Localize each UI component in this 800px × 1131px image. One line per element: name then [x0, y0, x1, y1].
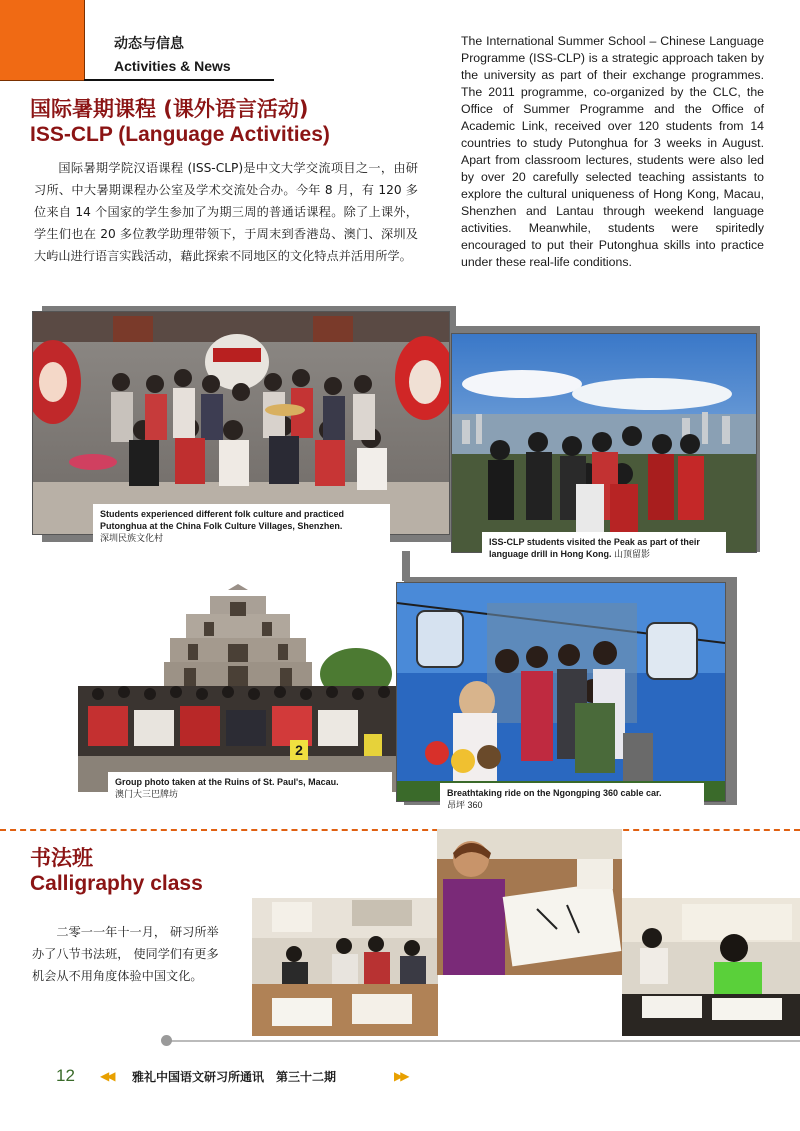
peak-caption [482, 532, 726, 564]
iss-body-cn: 国际暑期学院汉语课程 (ISS-CLP)是中文大学交流项目之一，由研习所、中大暑期课程办公室及学术交流处合办。今年 8 月，有 120 多位来自 14 个国家的学生参加了为期三周的普通话课程。除了上课外，学生们也在 20 多位教学助理带领下，于周末到香港岛、澳门、深圳及大屿山进行语言实践活动，藉此探索不同地区的文化特点并活用所学。 [34, 161, 418, 263]
publication-title: 雅礼中国语文研习所通讯 第三十二期 [132, 1070, 337, 1084]
calligraphy-photo-boy [622, 898, 800, 1036]
peak-photo [451, 333, 757, 553]
calligraphy-body-cn: 二零一一年十一月， 研习所举办了八节书法班， 使同学们有更多机会从不用角度体验中国文化。 [32, 925, 219, 983]
macau-caption-en: Group photo taken at the Ruins of St. Paul's, Macau. [115, 777, 339, 787]
iss-title-en: ISS-CLP (Language Activities) [30, 123, 330, 146]
section-title-en: Activities & News [114, 58, 231, 74]
double-right-arrow-icon: ▶▶ [394, 1069, 407, 1083]
page-number: 12 [56, 1066, 75, 1085]
peak-caption-cn: 山顶留影 [614, 549, 651, 559]
cable-caption-cn: 昂坪 360 [447, 800, 483, 810]
macau-caption [108, 772, 392, 804]
iss-title-cn: 国际暑期课程 (课外语言活动) [30, 97, 309, 121]
peak-caption-en: ISS-CLP students visited the Peak as part of their language drill in Hong Kong. [489, 537, 700, 559]
macau-caption-cn: 澳门大三巴牌坊 [115, 789, 179, 799]
section-divider [0, 829, 800, 831]
cable-car-photo [396, 582, 726, 802]
iss-body-en: The International Summer School – Chinese Language Programme (ISS-CLP) is a strategic approach taken by the university as part of their exchange programmes. The 2011 programme, co-organized by the CLC, the Office of Summer Programme and the Office of Academic Link, received over 120 students from 14 countries to study Putonghua for 3 weeks in August. Apart from classroom lectures, students were also led by over 20 carefully selected teaching assistants to explore the cultural uniqueness of Hong Kong, Macau, Shenzhen and Lantau through weekend language activities. Meanwhile, students were spiritedly encouraged to put their Putonghua skills into practice under these real-life conditions. [461, 34, 764, 269]
folk-caption-en: Students experienced different folk culture and practiced Putonghua at the China Folk Culture Villages, Shenzhen. [100, 509, 345, 531]
group-sign: 2 [290, 740, 308, 760]
double-left-arrow-icon: ◀◀ [100, 1069, 113, 1083]
folk-village-caption [93, 504, 390, 548]
footer-rule-dot [161, 1035, 172, 1046]
folk-village-photo [32, 311, 450, 535]
calligraphy-title-cn: 书法班 [30, 846, 93, 870]
orange-corner-block [0, 0, 85, 81]
section-title-cn: 动态与信息 [114, 36, 184, 52]
calligraphy-photo-classroom [252, 898, 438, 1036]
macau-photo [78, 582, 398, 792]
section-rule [84, 79, 274, 81]
cable-caption-en: Breathtaking ride on the Ngongping 360 cable car. [447, 788, 662, 798]
folk-caption-cn: 深圳民族文化村 [100, 533, 164, 543]
calligraphy-title-en: Calligraphy class [30, 872, 203, 895]
calligraphy-photo-student [437, 829, 622, 975]
cable-car-caption [440, 783, 704, 815]
footer-rule [166, 1040, 800, 1042]
